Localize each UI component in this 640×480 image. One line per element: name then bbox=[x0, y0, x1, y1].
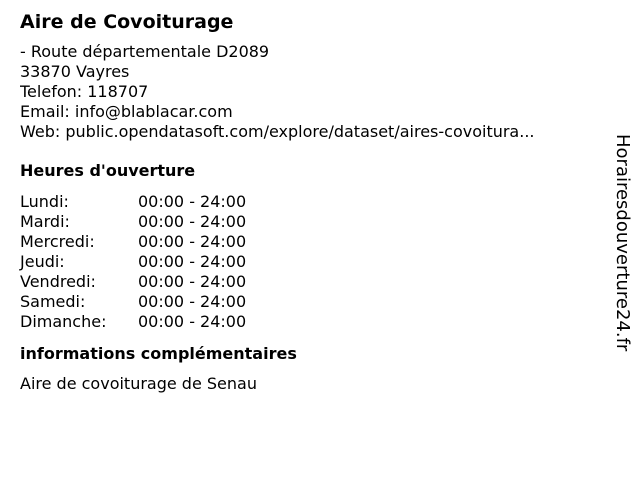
time-range: 00:00 - 24:00 bbox=[138, 232, 247, 251]
day-label: Jeudi: bbox=[20, 252, 65, 271]
site-watermark-text: Horairesdouverture24.fr bbox=[612, 134, 633, 352]
place-title: Aire de Covoiturage bbox=[20, 11, 234, 33]
day-label: Lundi: bbox=[20, 192, 69, 211]
day-label: Vendredi: bbox=[20, 272, 96, 291]
phone-line: Telefon: 118707 bbox=[20, 82, 149, 101]
hours-row-saturday bbox=[20, 292, 600, 312]
time-range: 00:00 - 24:00 bbox=[138, 192, 247, 211]
web-line: Web: public.opendatasoft.com/explore/dataset/aires-covoitura... bbox=[20, 122, 535, 141]
hours-row-friday bbox=[20, 272, 600, 292]
day-label: Dimanche: bbox=[20, 312, 107, 331]
time-range: 00:00 - 24:00 bbox=[138, 312, 247, 331]
hours-row-sunday bbox=[20, 312, 600, 332]
time-range: 00:00 - 24:00 bbox=[138, 292, 247, 311]
hours-row-thursday bbox=[20, 252, 600, 272]
place-card bbox=[20, 10, 600, 394]
address-block bbox=[20, 42, 600, 142]
additional-info-heading: informations complémentaires bbox=[20, 344, 297, 363]
hours-row-tuesday bbox=[20, 212, 600, 232]
city-line: 33870 Vayres bbox=[20, 62, 130, 81]
hours-row-monday bbox=[20, 192, 600, 212]
time-range: 00:00 - 24:00 bbox=[138, 272, 247, 291]
day-label: Mercredi: bbox=[20, 232, 95, 251]
email-line: Email: info@blablacar.com bbox=[20, 102, 233, 121]
opening-hours-heading: Heures d'ouverture bbox=[20, 161, 196, 180]
site-watermark bbox=[612, 134, 634, 372]
time-range: 00:00 - 24:00 bbox=[138, 252, 247, 271]
street-line: - Route départementale D2089 bbox=[20, 42, 270, 61]
additional-info-text: Aire de covoiturage de Senau bbox=[20, 374, 257, 393]
day-label: Mardi: bbox=[20, 212, 70, 231]
hours-row-wednesday bbox=[20, 232, 600, 252]
opening-hours-table bbox=[20, 192, 600, 332]
time-range: 00:00 - 24:00 bbox=[138, 212, 247, 231]
day-label: Samedi: bbox=[20, 292, 86, 311]
